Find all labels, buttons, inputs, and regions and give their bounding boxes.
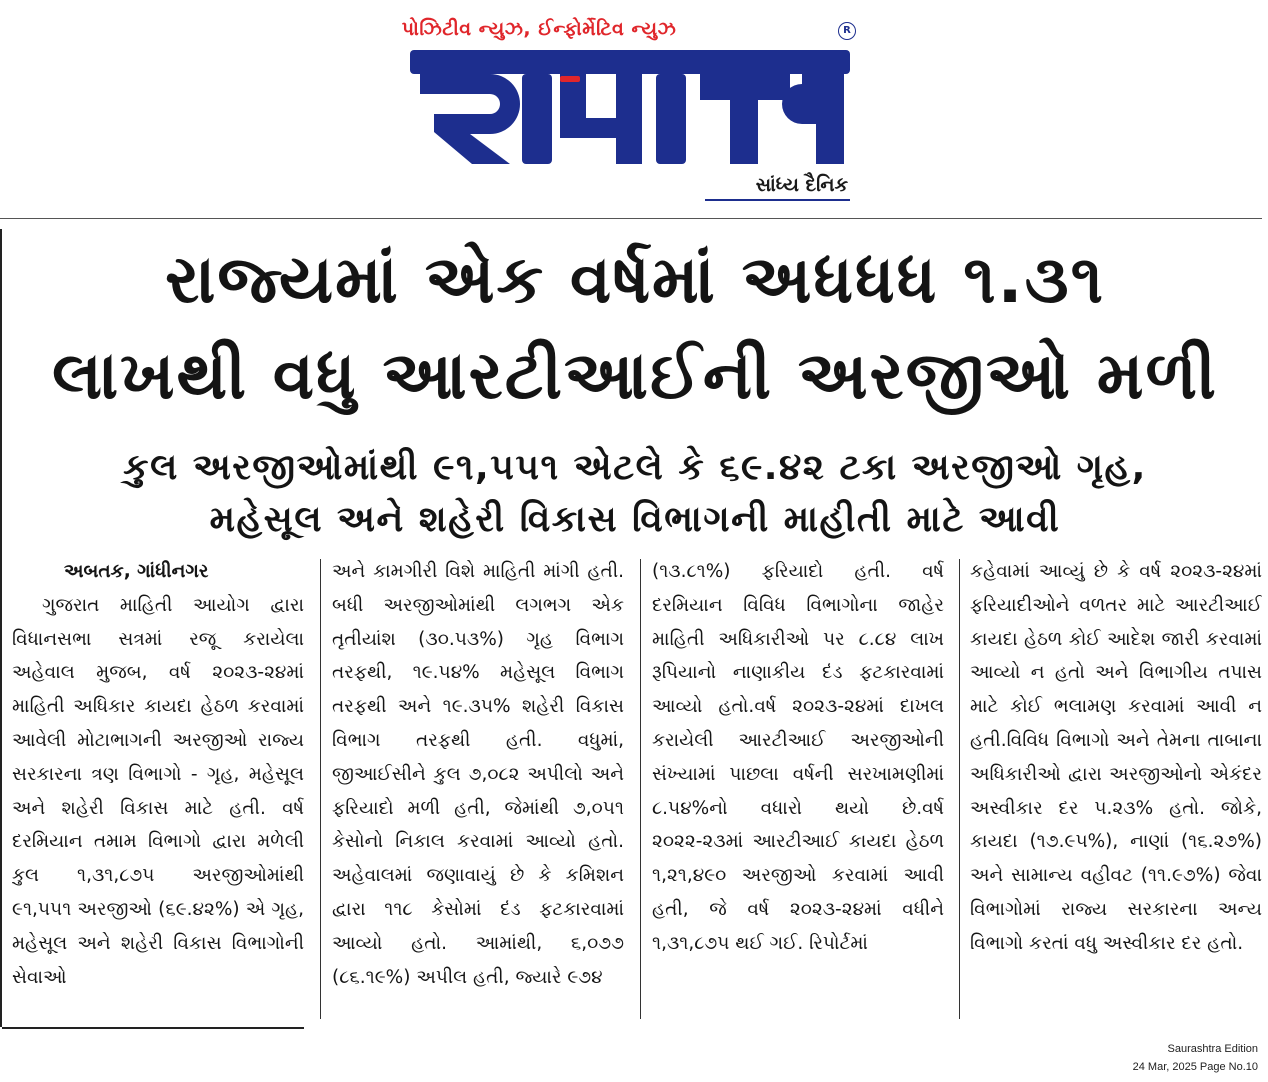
article-body	[12, 555, 1262, 1025]
masthead	[0, 0, 1268, 222]
logo-wordmark-graphic	[410, 42, 850, 167]
edition-name: Saurashtra Edition	[1167, 1043, 1258, 1055]
column-divider	[320, 559, 321, 1019]
article-bottom-rule	[2, 1027, 304, 1029]
column-3-text: (૧૩.૮૧%) ફરિયાદો હતી. વર્ષ દરમિયાન વિવિધ વિભાગોના જાહેર માહિતી અધિકારીઓ પર ૮.૮૪ લાખ રૂપિયાનો નાણાકીય દંડ ફટકારવામાં આવ્યો હતો.વર્ષ ૨૦૨૩-૨૪માં દાખલ કરાયેલી આરટીઆઈ અરજીઓની સંખ્યામાં પાછલા વર્ષની સરખામણીમાં ૮.૫૪%નો વધારો થયો છે.વર્ષ ૨૦૨૨-૨૩માં આરટીઆઈ કાયદા હેઠળ ૧,૨૧,૪૯૦ અરજીઓ કરવામાં આવી હતી, જે વર્ષ ૨૦૨૩-૨૪માં વધીને ૧,૩૧,૮૭૫ થઈ ગઈ. રિપોર્ટમાં	[652, 561, 944, 954]
masthead-tagline: પોઝિટીવ ન્યુઝ, ઈન્ફોર્મેટિવ ન્યુઝ	[401, 18, 677, 40]
deck-line-1: કુલ અરજીઓમાંથી ૯૧,૫૫૧ એટલે કે ૬૯.૪૨ ટકા અરજીઓ ગૃહ,	[123, 447, 1147, 488]
article-column-2	[332, 555, 624, 1025]
edition-date-page: 24 Mar, 2025 Page No.10	[1132, 1061, 1258, 1073]
article-deck	[10, 442, 1260, 546]
column-divider	[640, 559, 641, 1019]
column-4-text: કહેવામાં આવ્યું છે કે વર્ષ ૨૦૨૩-૨૪માં ફરિયાદીઓને વળતર માટે આરટીઆઈ કાયદા હેઠળ કોઈ આદેશ જારી કરવામાં આવ્યો ન હતો અને વિભાગીય તપાસ માટે કોઈ ભલામણ કરવામાં આવી ન હતી.વિવિધ વિભાગો અને તેમના તાબાના અધિકારીઓ દ્વારા અરજીઓનો એકંદર અસ્વીકાર દર ૫.૨૩% હતો. જોકે, કાયદા (૧૭.૯૫%), નાણાં (૧૬.૨૭%) અને સામાન્ય વહીવટ (૧૧.૯૭%) જેવા વિભાગોમાં રાજ્ય સરકારના અન્ય વિભાગો કરતાં વધુ અસ્વીકાર દર હતો.	[970, 561, 1262, 954]
article-column-3	[652, 555, 944, 1025]
article-column-1	[12, 555, 304, 1025]
subtitle-underline	[705, 199, 850, 201]
headline-line-1: રાજ્યમાં એક વર્ષમાં અધધધ ૧.૩૧	[165, 241, 1105, 318]
deck-line-2: મહેસૂલ અને શહેરી વિકાસ વિભાગની માહીતી માટે આવી	[209, 499, 1061, 540]
dateline: અબતક, ગાંધીનગર	[64, 561, 209, 582]
article-headline	[10, 232, 1260, 424]
column-2-text: અને કામગીરી વિશે માહિતી માંગી હતી. બધી અરજીઓમાંથી લગભગ એક તૃતીયાંશ (૩૦.૫૩%) ગૃહ વિભાગ તરફથી, ૧૯.૫૪% મહેસૂલ વિભાગ તરફથી અને ૧૯.૩૫% શહેરી વિકાસ વિભાગ તરફથી હતી. વધુમાં, જીઆઈસીને કુલ ૭,૦૮૨ અપીલો અને ફરિયાદો મળી હતી, જેમાંથી ૭,૦૫૧ કેસોનો નિકાલ કરવામાં આવ્યો હતો. અહેવાલમાં જણાવાયું છે કે કમિશન દ્વારા ૧૧૮ કેસોમાં દંડ ફટકારવામાં આવ્યો હતો. આમાંથી, ૬,૦૭૭ (૮૬.૧૯%) અપીલ હતી, જ્યારે ૯૭૪	[332, 561, 624, 988]
masthead-subtitle: સાંધ્ય દૈનિક	[755, 174, 848, 196]
article-column-4	[970, 555, 1262, 1025]
newspaper-logo	[410, 42, 850, 167]
article-left-border	[0, 229, 2, 1027]
headline-line-2: લાખથી વધુ આરટીઆઈની અરજીઓ મળી	[52, 337, 1218, 414]
edition-info	[1133, 1040, 1258, 1076]
registered-mark-icon: R	[838, 22, 856, 40]
column-divider	[959, 559, 960, 1019]
masthead-divider	[0, 218, 1262, 219]
column-1-text: ગુજરાત માહિતી આયોગ દ્વારા વિધાનસભા સત્રમાં રજૂ કરાયેલા અહેવાલ મુજબ, વર્ષ ૨૦૨૩-૨૪માં માહિતી અધિકાર કાયદા હેઠળ કરવામાં આવેલી મોટાભાગની અરજીઓ રાજ્ય સરકારના ત્રણ વિભાગો - ગૃહ, મહેસૂલ અને શહેરી વિકાસ માટે હતી. વર્ષ દરમિયાન તમામ વિભાગો દ્વારા મળેલી કુલ ૧,૩૧,૮૭૫ અરજીઓમાંથી ૯૧,૫૫૧ અરજીઓ (૬૯.૪૨%) એ ગૃહ, મહેસૂલ અને શહેરી વિકાસ વિભાગોની સેવાઓ	[12, 594, 304, 988]
